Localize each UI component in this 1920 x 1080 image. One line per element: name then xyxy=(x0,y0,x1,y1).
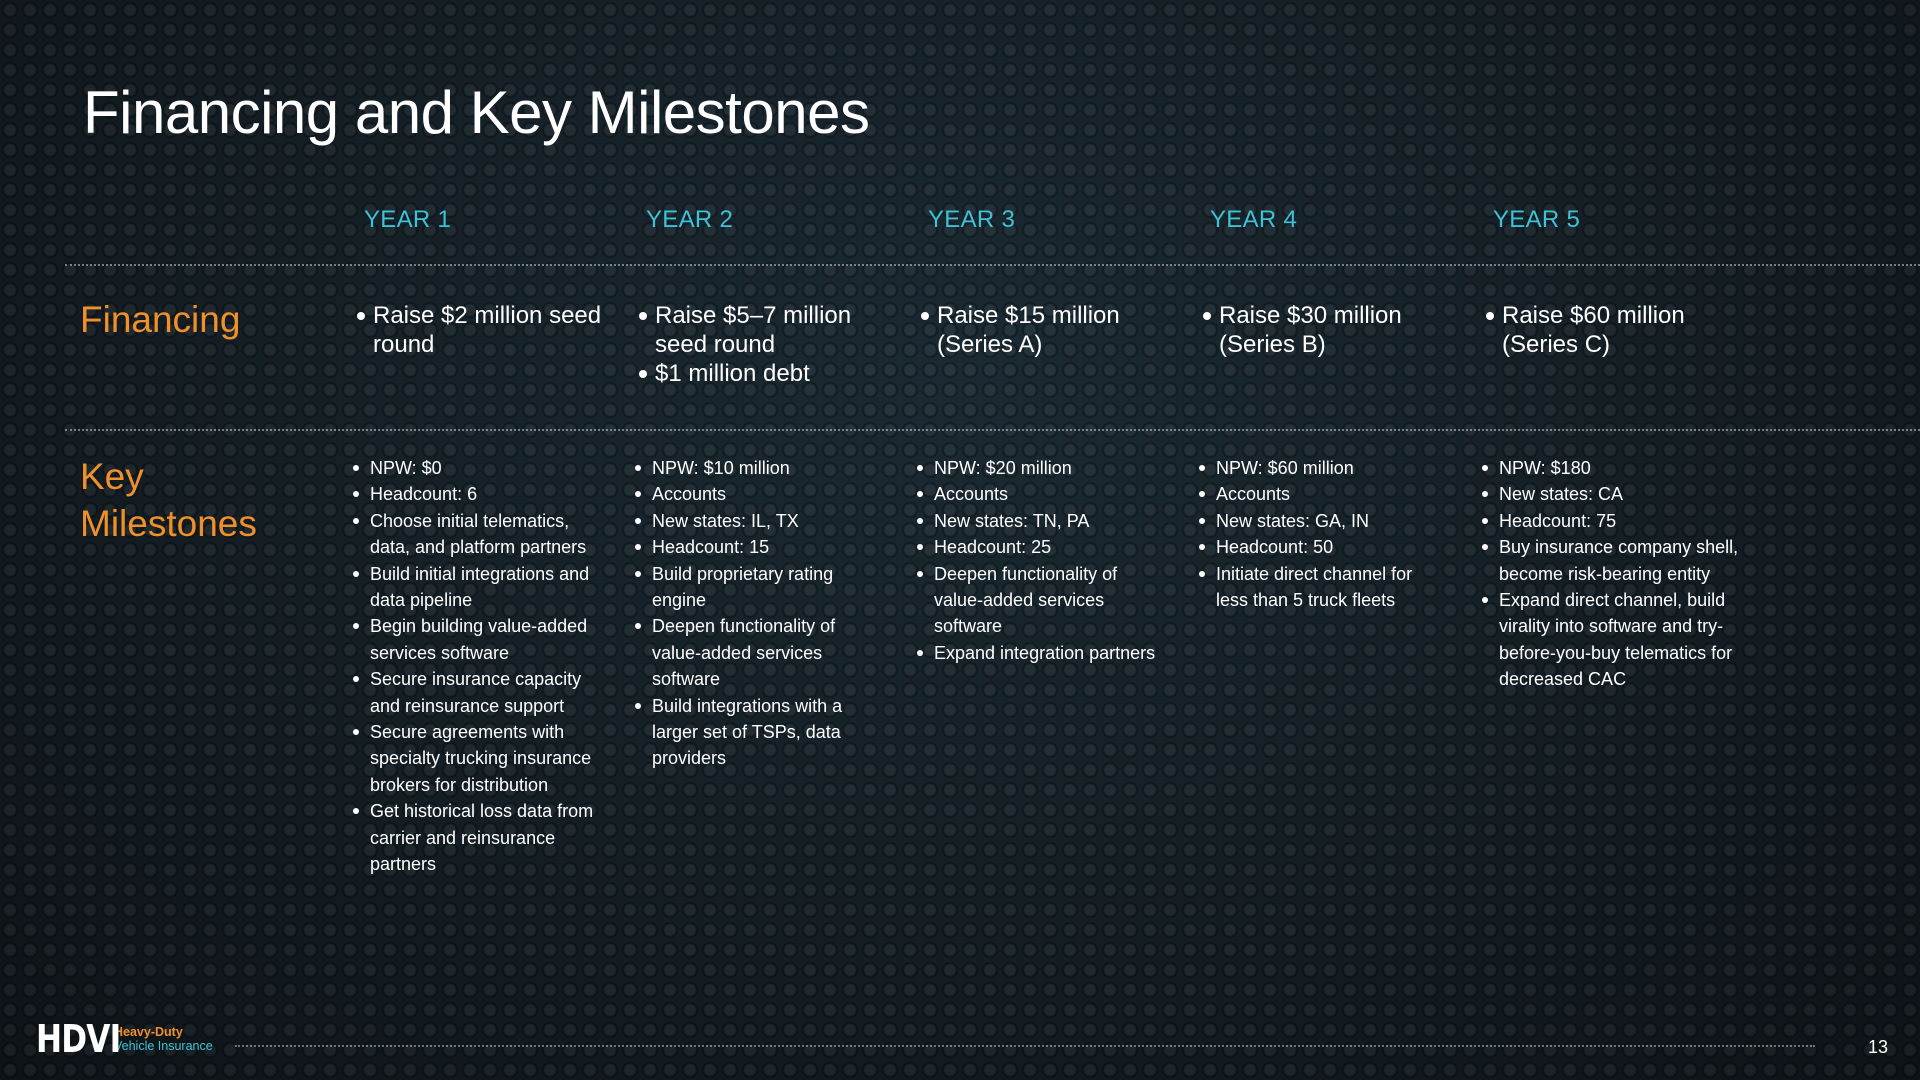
milestone-item: Secure insurance capacity and reinsurance support xyxy=(352,666,607,719)
milestones-list xyxy=(352,455,607,878)
financing-item: Raise $15 million (Series A) xyxy=(920,301,1180,359)
milestone-item: Build proprietary rating engine xyxy=(634,561,859,614)
milestone-item: New states: CA xyxy=(1481,481,1749,507)
milestones-year-4 xyxy=(1198,455,1423,613)
milestones-year-1 xyxy=(352,455,607,878)
financing-item: $1 million debt xyxy=(638,359,898,388)
key-milestones-label-line2: Milestones xyxy=(80,503,257,544)
footer-divider xyxy=(235,1045,1815,1047)
milestones-list xyxy=(916,455,1171,666)
financing-list xyxy=(638,301,898,388)
logo-tagline-line2: Vehicle Insurance xyxy=(114,1039,213,1053)
milestone-item: Get historical loss data from carrier and reinsurance partners xyxy=(352,798,607,877)
year-header-4: YEAR 4 xyxy=(1210,206,1298,233)
milestones-list xyxy=(634,455,859,772)
financing-year-1 xyxy=(356,301,616,359)
milestone-item: NPW: $60 million xyxy=(1198,455,1423,481)
milestone-item: Build integrations with a larger set of TSPs, data providers xyxy=(634,693,859,772)
financing-item: Raise $5–7 million seed round xyxy=(638,301,898,359)
milestone-item: Build initial integrations and data pipeline xyxy=(352,561,607,614)
milestones-year-3 xyxy=(916,455,1171,666)
milestone-item: Deepen functionality of value-added services software xyxy=(916,561,1171,640)
section-divider xyxy=(65,429,1920,431)
financing-list xyxy=(356,301,616,359)
milestone-item: Expand integration partners xyxy=(916,640,1171,666)
financing-list xyxy=(1202,301,1462,359)
year-header-1: YEAR 1 xyxy=(364,206,452,233)
milestone-item: Accounts xyxy=(1198,481,1423,507)
milestone-item: Accounts xyxy=(916,481,1171,507)
year-header-2: YEAR 2 xyxy=(646,206,734,233)
financing-year-4 xyxy=(1202,301,1462,359)
milestone-item: NPW: $20 million xyxy=(916,455,1171,481)
logo-tagline xyxy=(114,1025,213,1053)
milestone-item: Headcount: 75 xyxy=(1481,508,1749,534)
year-header-5: YEAR 5 xyxy=(1493,206,1581,233)
logo-tagline-line1: Heavy-Duty xyxy=(114,1025,183,1039)
key-milestones-label xyxy=(80,453,257,547)
milestone-item: New states: GA, IN xyxy=(1198,508,1423,534)
milestone-item: Begin building value-added services software xyxy=(352,613,607,666)
page-number: 13 xyxy=(1867,1037,1888,1057)
milestones-year-5 xyxy=(1481,455,1749,693)
header-divider xyxy=(65,264,1920,266)
financing-label: Financing xyxy=(80,299,241,340)
financing-year-3 xyxy=(920,301,1180,359)
slide-title: Financing and Key Milestones xyxy=(83,79,870,146)
milestone-item: NPW: $0 xyxy=(352,455,607,481)
milestone-item: Headcount: 15 xyxy=(634,534,859,560)
milestones-year-2 xyxy=(634,455,859,772)
milestones-list xyxy=(1481,455,1749,693)
milestones-list xyxy=(1198,455,1423,613)
financing-year-2 xyxy=(638,301,898,388)
milestone-item: New states: IL, TX xyxy=(634,508,859,534)
milestone-item: Deepen functionality of value-added services software xyxy=(634,613,859,692)
milestone-item: Initiate direct channel for less than 5 truck fleets xyxy=(1198,561,1423,614)
financing-item: Raise $30 million (Series B) xyxy=(1202,301,1462,359)
milestone-item: Headcount: 6 xyxy=(352,481,607,507)
milestone-item: Choose initial telematics, data, and platform partners xyxy=(352,508,607,561)
milestone-item: NPW: $10 million xyxy=(634,455,859,481)
milestone-item: NPW: $180 xyxy=(1481,455,1749,481)
logo-mark: HDVI xyxy=(36,1017,121,1061)
hdvi-logo xyxy=(36,1017,213,1061)
milestone-item: Secure agreements with specialty trucking insurance brokers for distribution xyxy=(352,719,607,798)
milestone-item: Accounts xyxy=(634,481,859,507)
financing-year-5 xyxy=(1485,301,1745,359)
milestone-item: Expand direct channel, build virality into software and try-before-you-buy telematics for decreased CAC xyxy=(1481,587,1749,693)
financing-list xyxy=(920,301,1180,359)
milestone-item: Buy insurance company shell, become risk-bearing entity xyxy=(1481,534,1749,587)
financing-list xyxy=(1485,301,1745,359)
financing-item: Raise $60 million (Series C) xyxy=(1485,301,1745,359)
milestone-item: Headcount: 25 xyxy=(916,534,1171,560)
milestone-item: New states: TN, PA xyxy=(916,508,1171,534)
financing-item: Raise $2 million seed round xyxy=(356,301,616,359)
year-header-3: YEAR 3 xyxy=(928,206,1016,233)
key-milestones-label-line1: Key xyxy=(80,456,144,497)
milestone-item: Headcount: 50 xyxy=(1198,534,1423,560)
